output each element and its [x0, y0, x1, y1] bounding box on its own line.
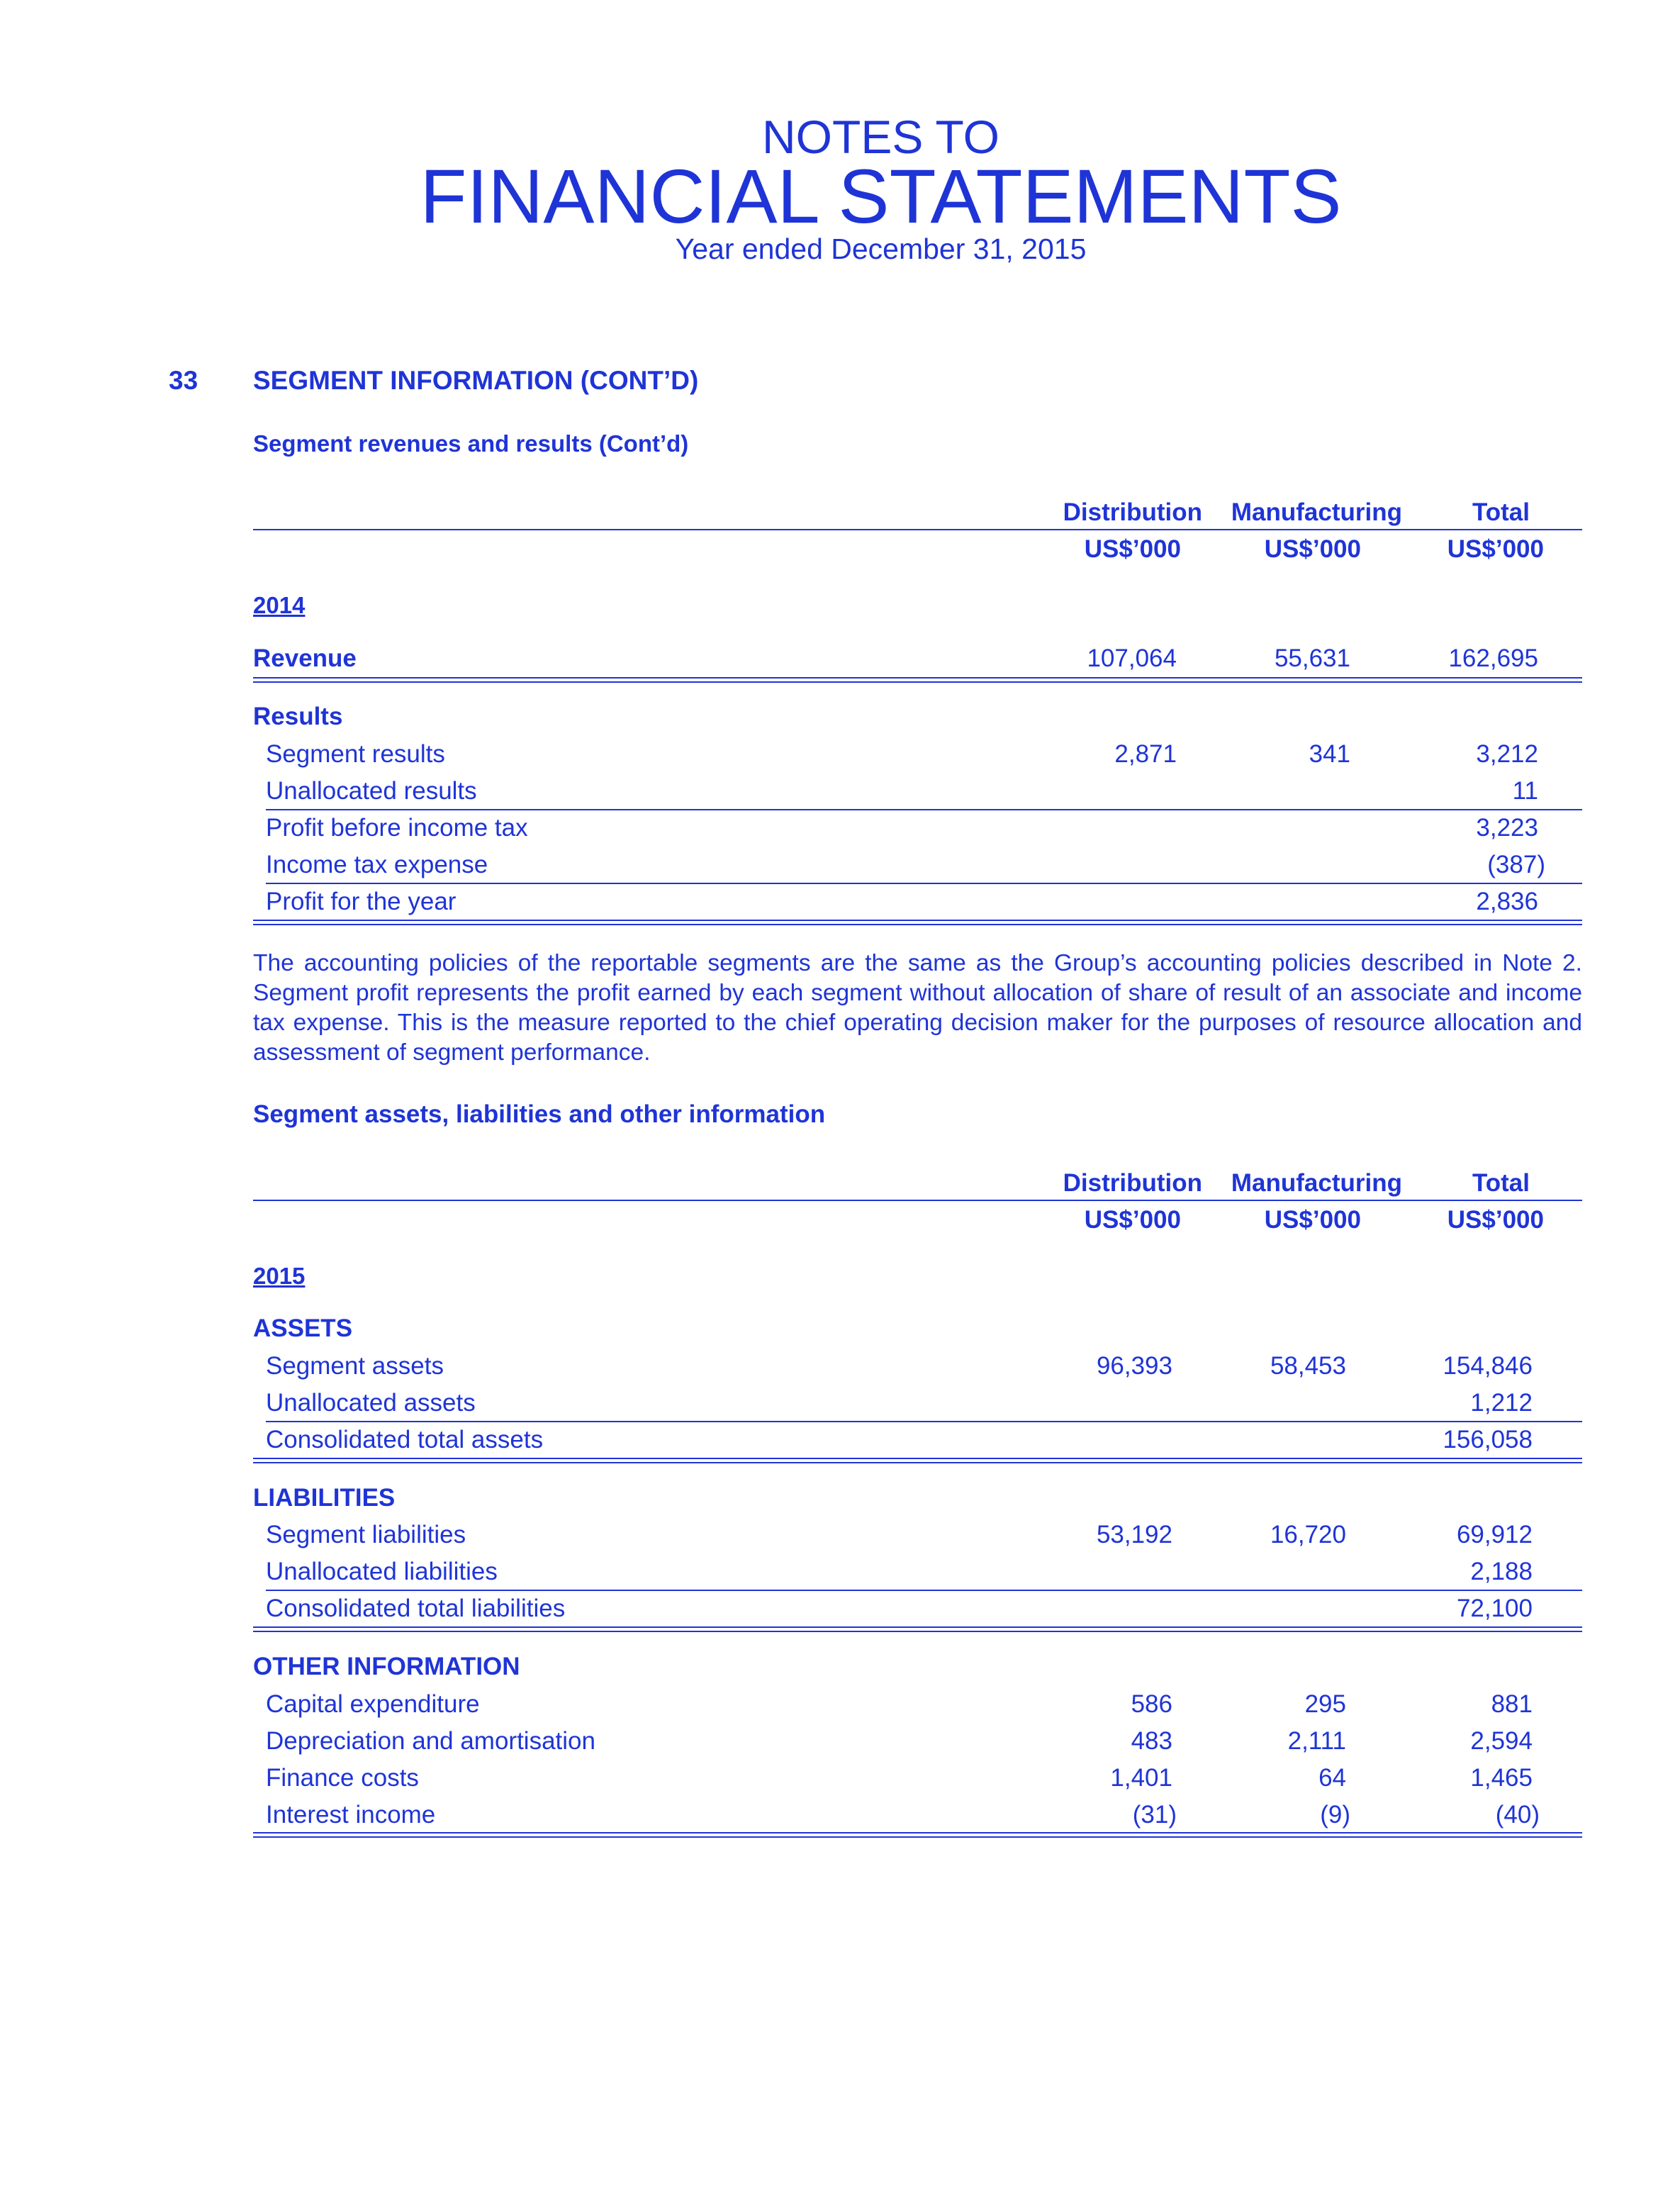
other-row-distribution: (31): [1132, 1801, 1177, 1829]
table1-subtitle: Segment revenues and results (Cont’d): [253, 430, 689, 457]
other-row-total: 2,594: [1470, 1727, 1533, 1755]
table1-row-total: (387): [1487, 851, 1545, 878]
header-financial-statements: FINANCIAL STATEMENTS: [420, 153, 1342, 239]
other-row-label: Interest income: [266, 1801, 436, 1829]
table1-row-label: Unallocated results: [266, 777, 477, 805]
table2-year: 2015: [253, 1263, 306, 1289]
other-row-distribution: 1,401: [1110, 1764, 1172, 1792]
table1-row-total: 2,836: [1476, 888, 1538, 915]
accounting-policies-paragraph: The accounting policies of the reportable segments are the same as the Group’s accounting policies described in Note 2. Segment profit represents the profit earned by each segment without allocation of share of result of an associate and income tax expense. This is the measure reported to the chief operating decision maker for the purposes of resource allocation and assessment of segment performance.: [253, 950, 1582, 1066]
assets-heading: ASSETS: [253, 1315, 353, 1342]
table1-revenue-total: 162,695: [1448, 644, 1538, 672]
assets-row-label: Consolidated total assets: [266, 1426, 544, 1453]
table1-revenue-manufacturing: 55,631: [1274, 644, 1350, 672]
table2-unit-manufacturing: US$’000: [1264, 1206, 1361, 1234]
table1-col-total: Total: [1472, 498, 1530, 526]
assets-total-double-rule: [253, 1458, 1582, 1463]
assets-subtotal-rule: [266, 1421, 1582, 1422]
header-notes-to: NOTES TO: [762, 111, 999, 163]
table2-header-rule: [253, 1200, 1582, 1201]
table1-row-total: 3,223: [1476, 814, 1538, 842]
assets-row-total: 154,846: [1443, 1352, 1533, 1380]
table1-row-label: Profit before income tax: [266, 814, 528, 842]
assets-row-label: Unallocated assets: [266, 1389, 476, 1417]
table2-subtitle: Segment assets, liabilities and other information: [253, 1100, 826, 1128]
assets-row-manufacturing: 58,453: [1270, 1352, 1346, 1380]
other-row-label: Finance costs: [266, 1764, 419, 1792]
other-information-heading: OTHER INFORMATION: [253, 1653, 520, 1680]
table1-subtotal-rule: [266, 809, 1582, 810]
table1-col-distribution: Distribution: [1063, 498, 1202, 526]
other-row-manufacturing: 295: [1304, 1690, 1346, 1718]
table1-revenue-label: Revenue: [253, 644, 357, 672]
other-row-manufacturing: 64: [1318, 1764, 1346, 1792]
table1-row-label: Segment results: [266, 740, 445, 768]
table1-subtotal-rule: [266, 883, 1582, 884]
liabilities-row-manufacturing: 16,720: [1270, 1521, 1346, 1548]
table1-header-rule: [253, 529, 1582, 530]
table1-row-total: 3,212: [1476, 740, 1538, 768]
table1-unit-distribution: US$’000: [1084, 535, 1181, 563]
liabilities-row-label: Segment liabilities: [266, 1521, 466, 1548]
table1-row-manufacturing: 341: [1309, 740, 1350, 768]
liabilities-subtotal-rule: [266, 1590, 1582, 1591]
liabilities-row-total: 69,912: [1456, 1521, 1533, 1548]
table1-row-label: Income tax expense: [266, 851, 488, 878]
table1-total-double-rule: [253, 920, 1582, 925]
other-row-distribution: 483: [1131, 1727, 1172, 1755]
assets-row-distribution: 96,393: [1096, 1352, 1172, 1380]
other-row-distribution: 586: [1131, 1690, 1172, 1718]
liabilities-row-total: 2,188: [1470, 1558, 1533, 1585]
table1-year: 2014: [253, 592, 306, 618]
section-number: 33: [169, 366, 198, 395]
other-row-manufacturing: (9): [1320, 1801, 1350, 1829]
table2-col-manufacturing: Manufacturing: [1231, 1169, 1402, 1197]
section-title: SEGMENT INFORMATION (CONT’D): [253, 366, 699, 395]
table2-col-total: Total: [1472, 1169, 1530, 1197]
liabilities-row-distribution: 53,192: [1096, 1521, 1172, 1548]
table2-unit-distribution: US$’000: [1084, 1206, 1181, 1234]
assets-row-label: Segment assets: [266, 1352, 444, 1380]
other-row-manufacturing: 2,111: [1287, 1727, 1346, 1755]
liabilities-row-label: Unallocated liabilities: [266, 1558, 498, 1585]
table1-col-manufacturing: Manufacturing: [1231, 498, 1402, 526]
assets-row-total: 1,212: [1470, 1389, 1533, 1417]
liabilities-row-total: 72,100: [1456, 1595, 1533, 1622]
liabilities-total-double-rule: [253, 1626, 1582, 1632]
other-row-label: Depreciation and amortisation: [266, 1727, 595, 1755]
table1-row-label: Profit for the year: [266, 888, 457, 915]
table2-col-distribution: Distribution: [1063, 1169, 1202, 1197]
table1-row-total: 11: [1512, 777, 1538, 805]
table2-unit-total: US$’000: [1447, 1206, 1544, 1234]
table1-revenue-double-rule: [253, 677, 1582, 683]
liabilities-row-label: Consolidated total liabilities: [266, 1595, 566, 1622]
table1-row-distribution: 2,871: [1114, 740, 1177, 768]
other-row-total: 881: [1491, 1690, 1533, 1718]
table1-unit-manufacturing: US$’000: [1264, 535, 1361, 563]
table1-results-heading: Results: [253, 703, 343, 730]
other-row-label: Capital expenditure: [266, 1690, 480, 1718]
other-total-double-rule: [253, 1832, 1582, 1838]
table1-unit-total: US$’000: [1447, 535, 1544, 563]
header-year-ended: Year ended December 31, 2015: [675, 233, 1087, 265]
other-row-total: 1,465: [1470, 1764, 1533, 1792]
other-row-total: (40): [1495, 1801, 1540, 1829]
assets-row-total: 156,058: [1443, 1426, 1533, 1453]
table1-revenue-distribution: 107,064: [1087, 644, 1177, 672]
liabilities-heading: LIABILITIES: [253, 1484, 396, 1512]
